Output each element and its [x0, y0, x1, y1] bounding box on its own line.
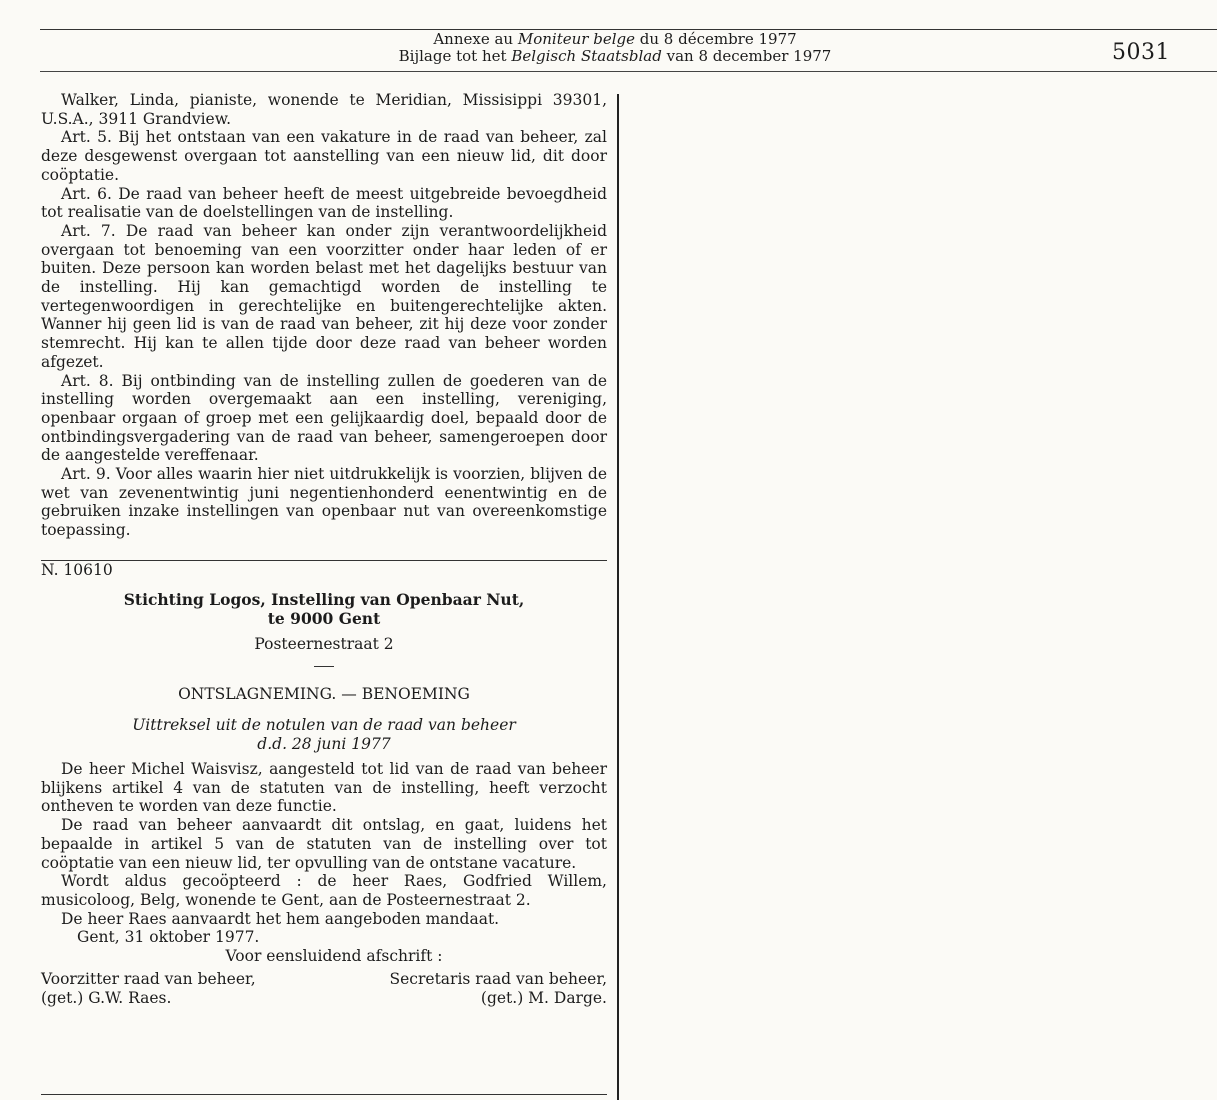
header-nl-date: van 8 december 1977: [666, 47, 832, 65]
notice-title-line: te 9000 Gent: [267, 608, 381, 628]
header-fr-date: du 8 décembre 1977: [639, 30, 797, 48]
running-header: [340, 31, 890, 65]
notice-extract-heading: [41, 716, 607, 754]
column-rule: [617, 94, 619, 1100]
section-separator-bottom: [41, 1094, 607, 1095]
header-rule-bottom: [40, 71, 1217, 72]
notice-title-line: Stichting Logos, Instelling van Openbaar Nut,: [123, 589, 525, 609]
signature-left: [41, 970, 256, 1009]
signature-right: [390, 970, 607, 1009]
signature-row: [41, 970, 607, 1009]
article-paragraph: Art. 6. De raad van beheer heeft de meest uitgebreide bevoegdheid tot realisatie van de doelstellingen van de instelling.: [41, 184, 607, 222]
notice-paragraph: Wordt aldus gecoöpteerd : de heer Raes, Godfried Willem, musicoloog, Belg, wonende te Gent, aan de Posteernestraat 2.: [41, 872, 607, 909]
extract-line: d.d. 28 juni 1977: [257, 734, 391, 753]
header-fr-prefix: Annexe au: [433, 30, 514, 48]
signature-role: Secretaris raad van beheer,: [389, 969, 607, 988]
article-paragraph: Art. 9. Voor alles waarin hier niet uitdrukkelijk is voorzien, blijven de wet van zevenentwintig juni negentienhonderd eenentwintig en de gebruiken inzake instellingen van openbaar nut van overeenkomstige toepassing.: [41, 465, 607, 540]
left-column: [41, 91, 607, 1009]
page-number: 5031: [1112, 40, 1170, 65]
article-paragraph: Walker, Linda, pianiste, wonende te Meridian, Missisippi 39301, U.S.A., 3911 Grandview.: [41, 91, 607, 128]
short-dash: [314, 666, 334, 667]
notice-title: [41, 590, 607, 628]
notice-number: N. 10610: [41, 560, 113, 579]
article-paragraph: Art. 7. De raad van beheer kan onder zijn verantwoordelijkheid overgaan tot benoeming van een voorzitter onder haar leden of er buiten. Deze persoon kan worden belast met het dagelijks bestuur van de instelling. Hij kan gemachtigd worden de instelling te vertegenwoordigen in gerechtelijke en buitengerechtelijke akten. Wanner hij geen lid is van de raad van beheer, zit hij deze voor zonder stemrecht. Hij kan te allen tijde door deze raad van beheer worden afgezet.: [41, 221, 607, 371]
signature-name: (get.) G.W. Raes.: [41, 989, 172, 1008]
signature-role: Voorzitter raad van beheer,: [41, 969, 256, 988]
signature-name: (get.) M. Darge.: [480, 989, 607, 1008]
notice-subject: ONTSLAGNEMING. — BENOEMING: [178, 685, 470, 704]
article-paragraph: Art. 8. Bij ontbinding van de instelling zullen de goederen van de instelling worden overgemaakt aan een instelling, vereniging, openbaar orgaan of groep met een gelijkaardig doel, bepaald door de ontbindingsvergadering van de raad van beheer, samengeroepen door de aangestelde vereffenaar.: [41, 371, 607, 465]
extract-line: Uittreksel uit de notulen van de raad van beheer: [132, 715, 516, 734]
header-dutch-line: [340, 48, 890, 65]
notice-paragraph: De raad van beheer aanvaardt dit ontslag, en gaat, luidens het bepaalde in artikel 5 van de statuten van de instelling over tot coöptatie van een nieuw lid, ter opvulling van de ontstane vacature.: [41, 816, 607, 872]
header-french-line: [340, 31, 890, 48]
place-date: Gent, 31 oktober 1977.: [77, 928, 260, 947]
header-fr-journal: Moniteur belge: [517, 30, 635, 48]
notice-paragraph: De heer Michel Waisvisz, aangesteld tot lid van de raad van beheer blijkens artikel 4 van de statuten van de instelling, heeft verzocht ontheven te worden van deze functie.: [41, 759, 607, 816]
header-nl-journal: Belgisch Staatsblad: [511, 47, 662, 65]
notice-paragraph: De heer Raes aanvaardt het hem aangeboden mandaat.: [61, 909, 500, 928]
header-nl-prefix: Bijlage tot het: [398, 47, 507, 65]
certified-copy: Voor eensluidend afschrift :: [225, 947, 443, 966]
notice-address: Posteernestraat 2: [254, 634, 394, 653]
article-paragraph: Art. 5. Bij het ontstaan van een vakature in de raad van beheer, zal deze desgewenst overgaan tot aanstelling van een nieuw lid, dit door coöptatie.: [41, 128, 607, 184]
